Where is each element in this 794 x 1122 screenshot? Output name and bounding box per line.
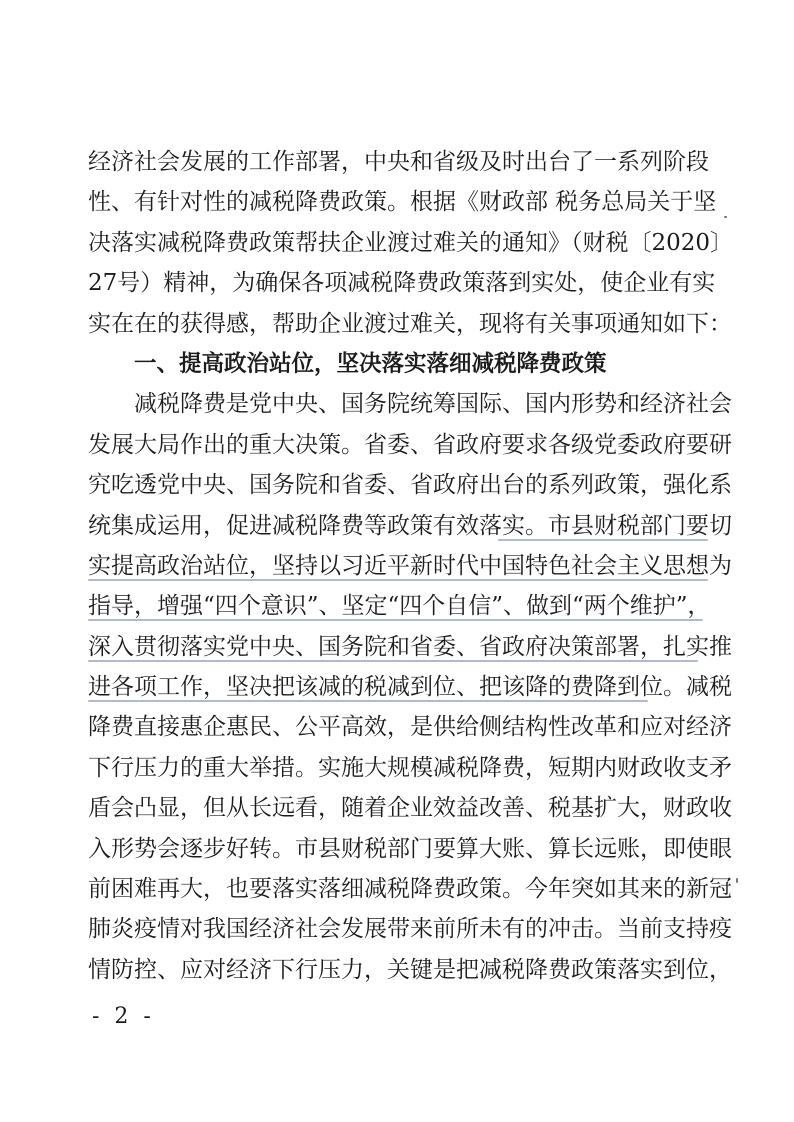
scan-speck xyxy=(724,216,727,218)
text-line: 统集成运用，促进减税降费等政策有效落实。市县财税部门要切 xyxy=(88,512,732,539)
section-heading: 一、提高政治站位，坚决落实落细减税降费政策 xyxy=(134,350,607,377)
text-line: 降费直接惠企惠民、公平高效，是供给侧结构性改革和应对经济 xyxy=(88,714,732,741)
text-line: 减税降费是党中央、国务院统筹国际、国内形势和经济社会 xyxy=(134,391,732,418)
text-line: 进各项工作，坚决把该减的税减到位、把该降的费降到位。减税 xyxy=(88,674,732,701)
text-line: 入形势会逐步好转。市县财税部门要算大账、算长远账，即使眼 xyxy=(88,835,732,862)
handwritten-underline xyxy=(88,619,703,621)
text-line: 实提高政治站位，坚持以习近平新时代中国特色社会主义思想为 xyxy=(88,552,732,579)
text-line: 肺炎疫情对我国经济社会发展带来前所未有的冲击。当前支持疫 xyxy=(88,916,732,943)
text-line: 发展大局作出的重大决策。省委、省政府要求各级党委政府要研 xyxy=(88,431,732,458)
handwritten-underline xyxy=(498,539,708,541)
handwritten-underline xyxy=(88,700,648,702)
text-line: 下行压力的重大举措。实施大规模减税降费，短期内财政收支矛 xyxy=(88,754,732,781)
text-line: 经济社会发展的工作部署，中央和省级及时出台了一系列阶段 xyxy=(88,149,709,175)
handwritten-underline xyxy=(88,579,708,581)
text-line: 决落实减税降费政策帮扶企业渡过难关的通知》（财税〔2020〕 xyxy=(88,229,734,256)
page-number: - 2 - xyxy=(92,1004,155,1029)
text-line: 深入贯彻落实党中央、国务院和省委、省政府决策部署，扎实推 xyxy=(88,633,732,660)
text-line: 性、有针对性的减税降费政策。根据《财政部 税务总局关于坚 xyxy=(88,189,717,216)
text-line: 前困难再大，也要落实落细减税降费政策。今年突如其来的新冠 xyxy=(88,876,732,903)
text-line: 盾会凸显，但从长远看，随着企业效益改善、税基扩大，财政收 xyxy=(88,795,732,822)
text-line: 实在在的获得感，帮助企业渡过难关，现将有关事项通知如下： xyxy=(88,310,732,337)
text-line: 指导，增强“四个意识”、坚定“四个自信”、做到“两个维护”， xyxy=(88,593,711,620)
scan-speck xyxy=(736,878,738,883)
handwritten-underline xyxy=(88,660,698,662)
text-line: 情防控、应对经济下行压力，关键是把减税降费政策落实到位， xyxy=(88,956,732,983)
document-body xyxy=(88,142,734,990)
text-line: 27号）精神，为确保各项减税降费政策落到实处，使企业有实 xyxy=(88,270,716,297)
text-line: 究吃透党中央、国务院和省委、省政府出台的系列政策，强化系 xyxy=(88,472,732,499)
